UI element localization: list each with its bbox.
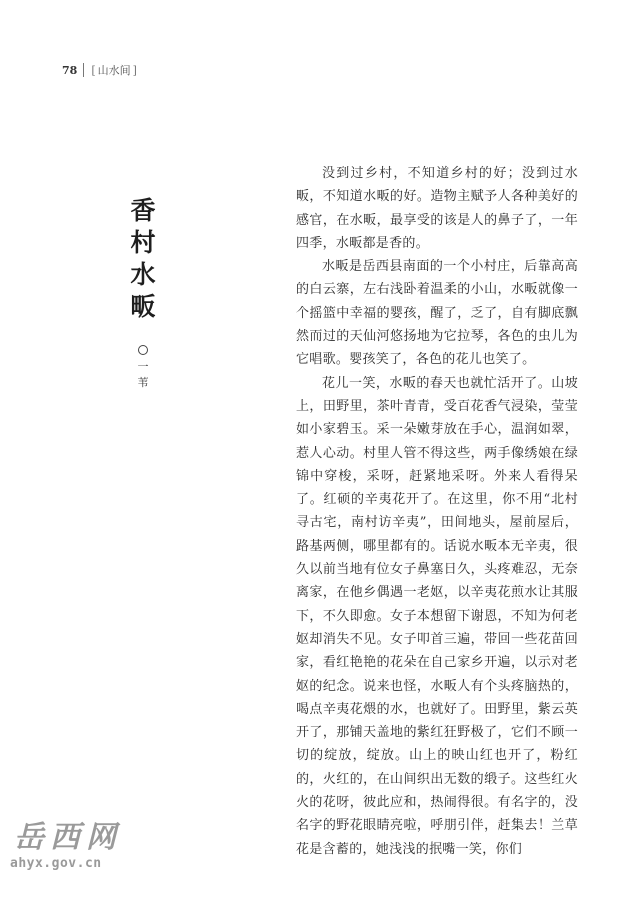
title-char: 水 — [130, 260, 156, 289]
watermark-url: ahyx.gov.cn — [10, 856, 102, 871]
running-header — [62, 62, 137, 78]
title-char: 村 — [130, 228, 156, 257]
paragraph: 没到过乡村，不知道乡村的好；没到过水畈，不知道水畈的好。造物主赋予人各种美好的感官，在水畈，最享受的该是人的鼻子了，一年四季，水畈都是香的。 — [296, 166, 578, 251]
title-char: 香 — [130, 196, 156, 225]
title-char: 畈 — [130, 292, 156, 321]
article-title — [128, 195, 158, 323]
author-byline — [133, 345, 153, 391]
paragraph: 花儿一笑，水畈的春天也就忙活开了。山坡上，田野里，茶叶青青，受百花香气浸染，莹莹如小家碧玉。采一朵嫩芽放在手心，温润如翠，惹人心动。村里人管不得这些，两手像绣娘在绿锦中穿梭，采呀，赶紧地采呀。外来人看得呆了。红硕的辛夷花开了。在这里，你不用“北村寻古宅，南村访辛夷”，田间地头，屋前屋后，路基两侧，哪里都有的。话说水畈本无辛夷，很久以前当地有位女子鼻塞日久，头疼难忍，无奈离家，在他乡偶遇一老妪，以辛夷花煎水让其服下，不久即愈。女子本想留下谢恩，不知为何老妪却消失不见。女子叩首三遍，带回一些花苗回家，看红艳艳的花朵在自己家乡开遍，以示对老妪的纪念。说来也怪，水畈人有个头疼脑热的，喝点辛夷花煨的水，也就好了。田野里，紫云英开了，那铺天盖地的紫红狂野极了，它们不顾一切的绽放，绽放。山上的映山红也开了，粉红的，火红的，在山间织出无数的缎子。这些红火火的花呀，彼此应和，热闹得很。有名字的，没名字的野花眼睛亮啦，呼朋引伴，赶集去！兰草花是含蓄的，她浅浅的抿嘴一笑，你们 — [296, 375, 578, 857]
circle-mark-icon — [138, 345, 148, 355]
section-bracket-close: ] — [132, 63, 137, 77]
watermark-logo-text: 岳西网 — [14, 820, 122, 855]
header-divider — [83, 63, 84, 77]
article-body — [296, 162, 578, 861]
author-char: 苇 — [137, 376, 149, 389]
paragraph: 水畈是岳西县南面的一个小村庄，后靠高高的白云寨，左右浅卧着温柔的小山，水畈就像一个摇篮中幸福的婴孩，醒了，乏了，自有脚底飘然而过的天仙河悠扬地为它拉琴，各色的虫儿为它唱歌。婴孩笑了，各色的花儿也笑了。 — [296, 259, 578, 368]
site-watermark — [8, 820, 138, 892]
section-name: 山水间 — [97, 64, 131, 77]
page-number: 78 — [62, 63, 78, 77]
section-bracket-open: [ — [91, 63, 96, 77]
author-char: 一 — [137, 360, 149, 373]
